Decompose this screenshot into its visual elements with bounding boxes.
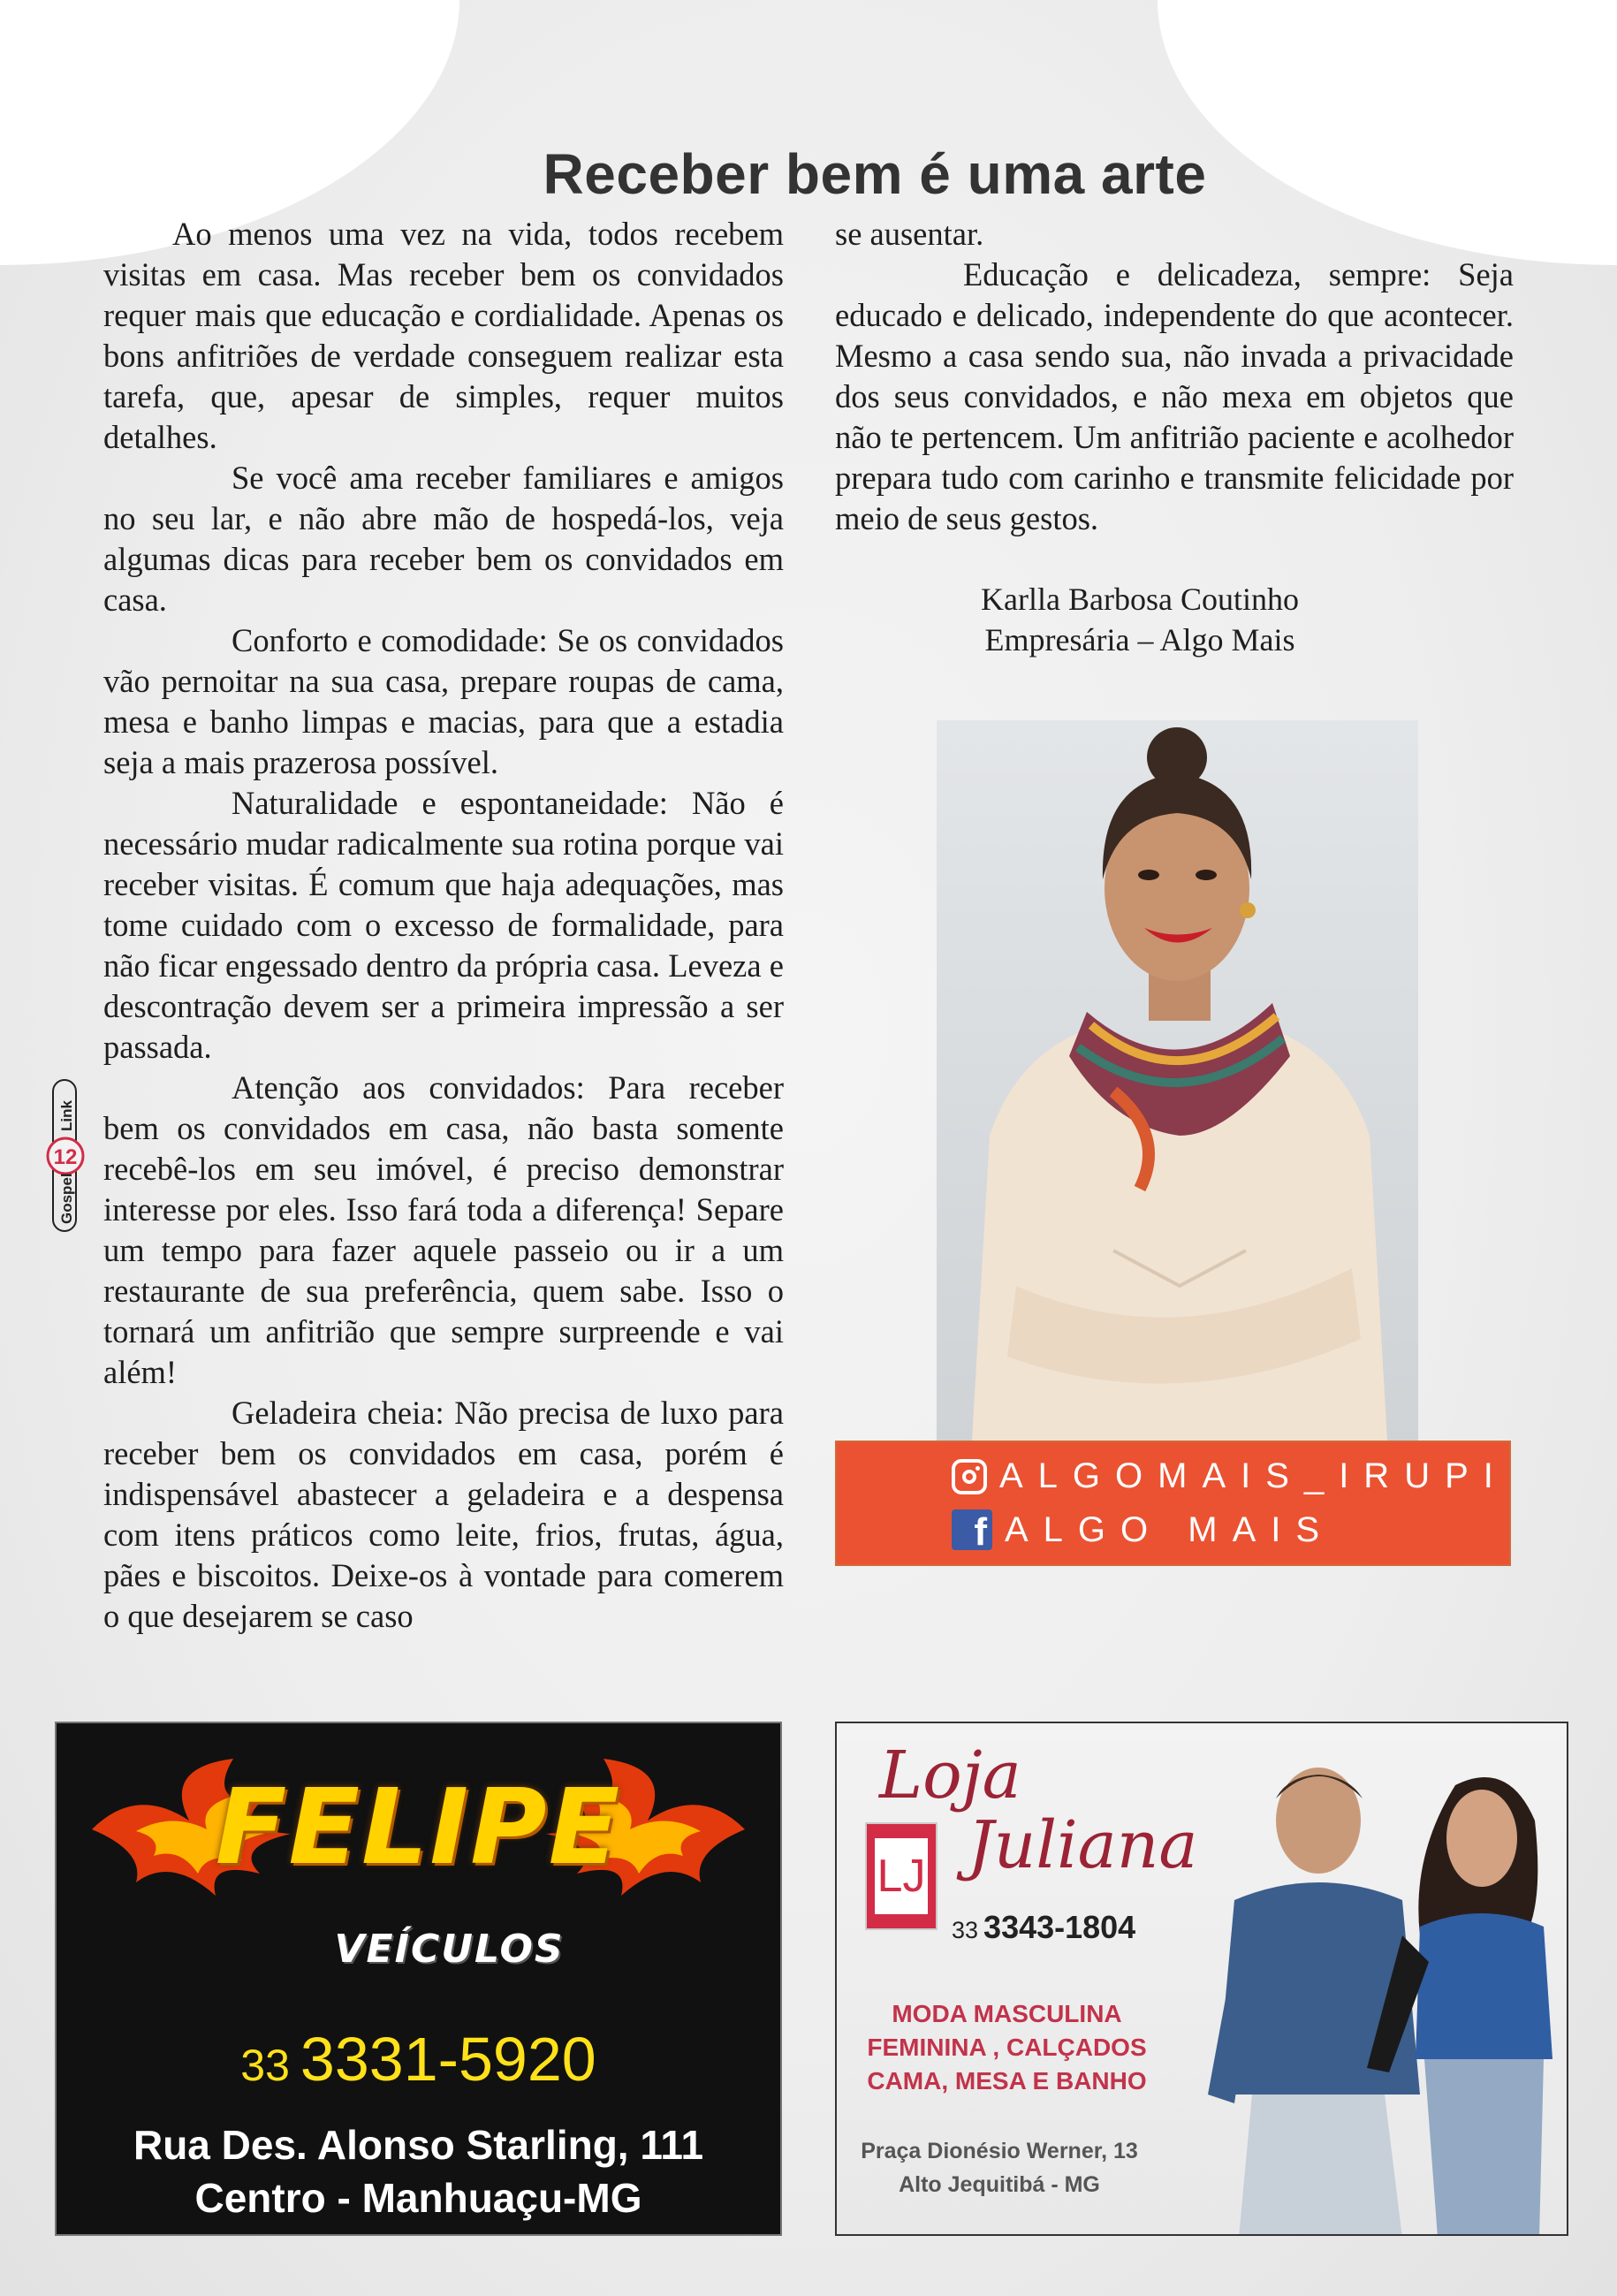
author-photo xyxy=(937,720,1418,1441)
ad-juliana-phone-number: 3343-1804 xyxy=(983,1909,1136,1945)
article-paragraph: se ausentar. xyxy=(835,216,984,252)
ad-juliana-desc-line1: MODA MASCULINA xyxy=(892,2000,1122,2027)
magazine-word-gospel: Gospel xyxy=(58,1173,75,1224)
ad-juliana-logo-text: LJ xyxy=(875,1838,928,1914)
article-paragraph: Educação e delicadeza, sempre: Seja educado e delicado, independente do que acontecer. Mesmo a casa sendo sua, não invada a privacidade dos seus convidados, e não mexa em objetos que não te pertencem. Um anfitrião paciente e acolhedor prepara tudo com carinho e transmite felicidade por meio de seus gestos. xyxy=(835,256,1514,536)
article-left-column xyxy=(103,214,784,1637)
ad-felipe-veiculos[interactable] xyxy=(55,1722,782,2236)
ad-juliana-name-line1: Loja xyxy=(879,1737,1021,1813)
ad-juliana-logo xyxy=(865,1822,938,1930)
ad-felipe-subtitle: VEÍCULOS xyxy=(334,1927,565,1972)
ad-felipe-phone-area: 33 xyxy=(240,2041,290,2090)
article-paragraph: Naturalidade e espontaneidade: Não é necessário mudar radicalmente sua rotina porque vai receber visitas. É comum que haja adequações, mas tome cuidado com o excesso de formalidade, para não ficar engessado dentro da própria casa. Leveza e descontração devem ser a primeira impressão a ser passada. xyxy=(103,785,784,1065)
ad-juliana-name-line2: Juliana xyxy=(968,1807,1198,1883)
ad-juliana-description xyxy=(854,1997,1159,2098)
ad-juliana-desc-line3: CAMA, MESA E BANHO xyxy=(867,2067,1147,2095)
magazine-page-tag-graphic xyxy=(42,1078,88,1233)
ad-juliana-phone-area: 33 xyxy=(952,1917,979,1943)
ad-felipe-phone-number: 3331-5920 xyxy=(300,2025,596,2094)
instagram-icon xyxy=(952,1459,987,1494)
author-role: Empresária – Algo Mais xyxy=(984,622,1295,658)
article-paragraph: Se você ama receber familiares e amigos no seu lar, e não abre mão de hospedá-los, veja algumas dicas para receber bem os convidados em casa. xyxy=(103,460,784,618)
article-paragraph: Conforto e comodidade: Se os convidados vão pernoitar na sua casa, prepare roupas de cama, mesa e banho limpas e macias, para que a estadia seja a mais prazerosa possível. xyxy=(103,622,784,780)
instagram-handle: ALGOMAIS_IRUPI xyxy=(999,1456,1508,1495)
author-name: Karlla Barbosa Coutinho xyxy=(981,582,1299,617)
ad-juliana-address-line2: Alto Jequitibá - MG xyxy=(899,2172,1100,2197)
author-portrait-illustration xyxy=(937,720,1418,1441)
ad-juliana-address xyxy=(849,2134,1150,2201)
ad-felipe-brand: FELIPE xyxy=(215,1766,622,1888)
facebook-link[interactable] xyxy=(952,1509,1334,1550)
ad-felipe-address-line2: Centro - Manhuaçu-MG xyxy=(194,2175,642,2221)
ad-juliana-desc-line2: FEMININA , CALÇADOS xyxy=(867,2034,1147,2061)
ad-juliana-address-line1: Praça Dionésio Werner, 13 xyxy=(861,2139,1138,2163)
article-paragraph: Geladeira cheia: Não precisa de luxo para receber bem os convidados em casa, porém é indispensável abastecer a geladeira e a despensa com itens práticos como leite, frios, frutas, água, pães e biscoitos. Deixe-os à vontade para comerem o que desejarem se caso xyxy=(103,1395,784,1634)
ad-juliana-phone xyxy=(952,1909,1135,1946)
facebook-icon: f xyxy=(952,1509,992,1550)
page-number: 12 xyxy=(53,1145,78,1169)
magazine-word-link: Link xyxy=(58,1100,75,1131)
social-media-bar xyxy=(835,1441,1511,1566)
magazine-page-tag xyxy=(42,1078,88,1233)
ad-loja-juliana[interactable] xyxy=(835,1722,1568,2236)
article-right-column xyxy=(835,214,1514,539)
facebook-handle: ALGO MAIS xyxy=(1005,1509,1335,1549)
article-title: Receber bem é uma arte xyxy=(543,142,1207,206)
ad-felipe-phone xyxy=(57,2024,780,2095)
instagram-link[interactable] xyxy=(952,1456,1508,1496)
ad-felipe-address-line1: Rua Des. Alonso Starling, 111 xyxy=(133,2122,704,2168)
author-signature xyxy=(892,579,1387,660)
article-paragraph: Ao menos uma vez na vida, todos recebem visitas em casa. Mas receber bem os convidados requer mais que educação e cordialidade. Apenas os bons anfitriões de verdade conseguem realizar esta tarefa, que, apesar de simples, requer muitos detalhes. xyxy=(103,216,784,455)
article-paragraph: Atenção aos convidados: Para receber bem os convidados em casa, não basta somente recebê-los em seu imóvel, é preciso demonstrar interesse por eles. Isso fará toda a diferença! Separe um tempo para fazer aquele passeio ou ir a um restaurante de sua preferência, quem sabe. Isso o tornará um anfitrião que sempre surpreende e vai além! xyxy=(103,1069,784,1390)
